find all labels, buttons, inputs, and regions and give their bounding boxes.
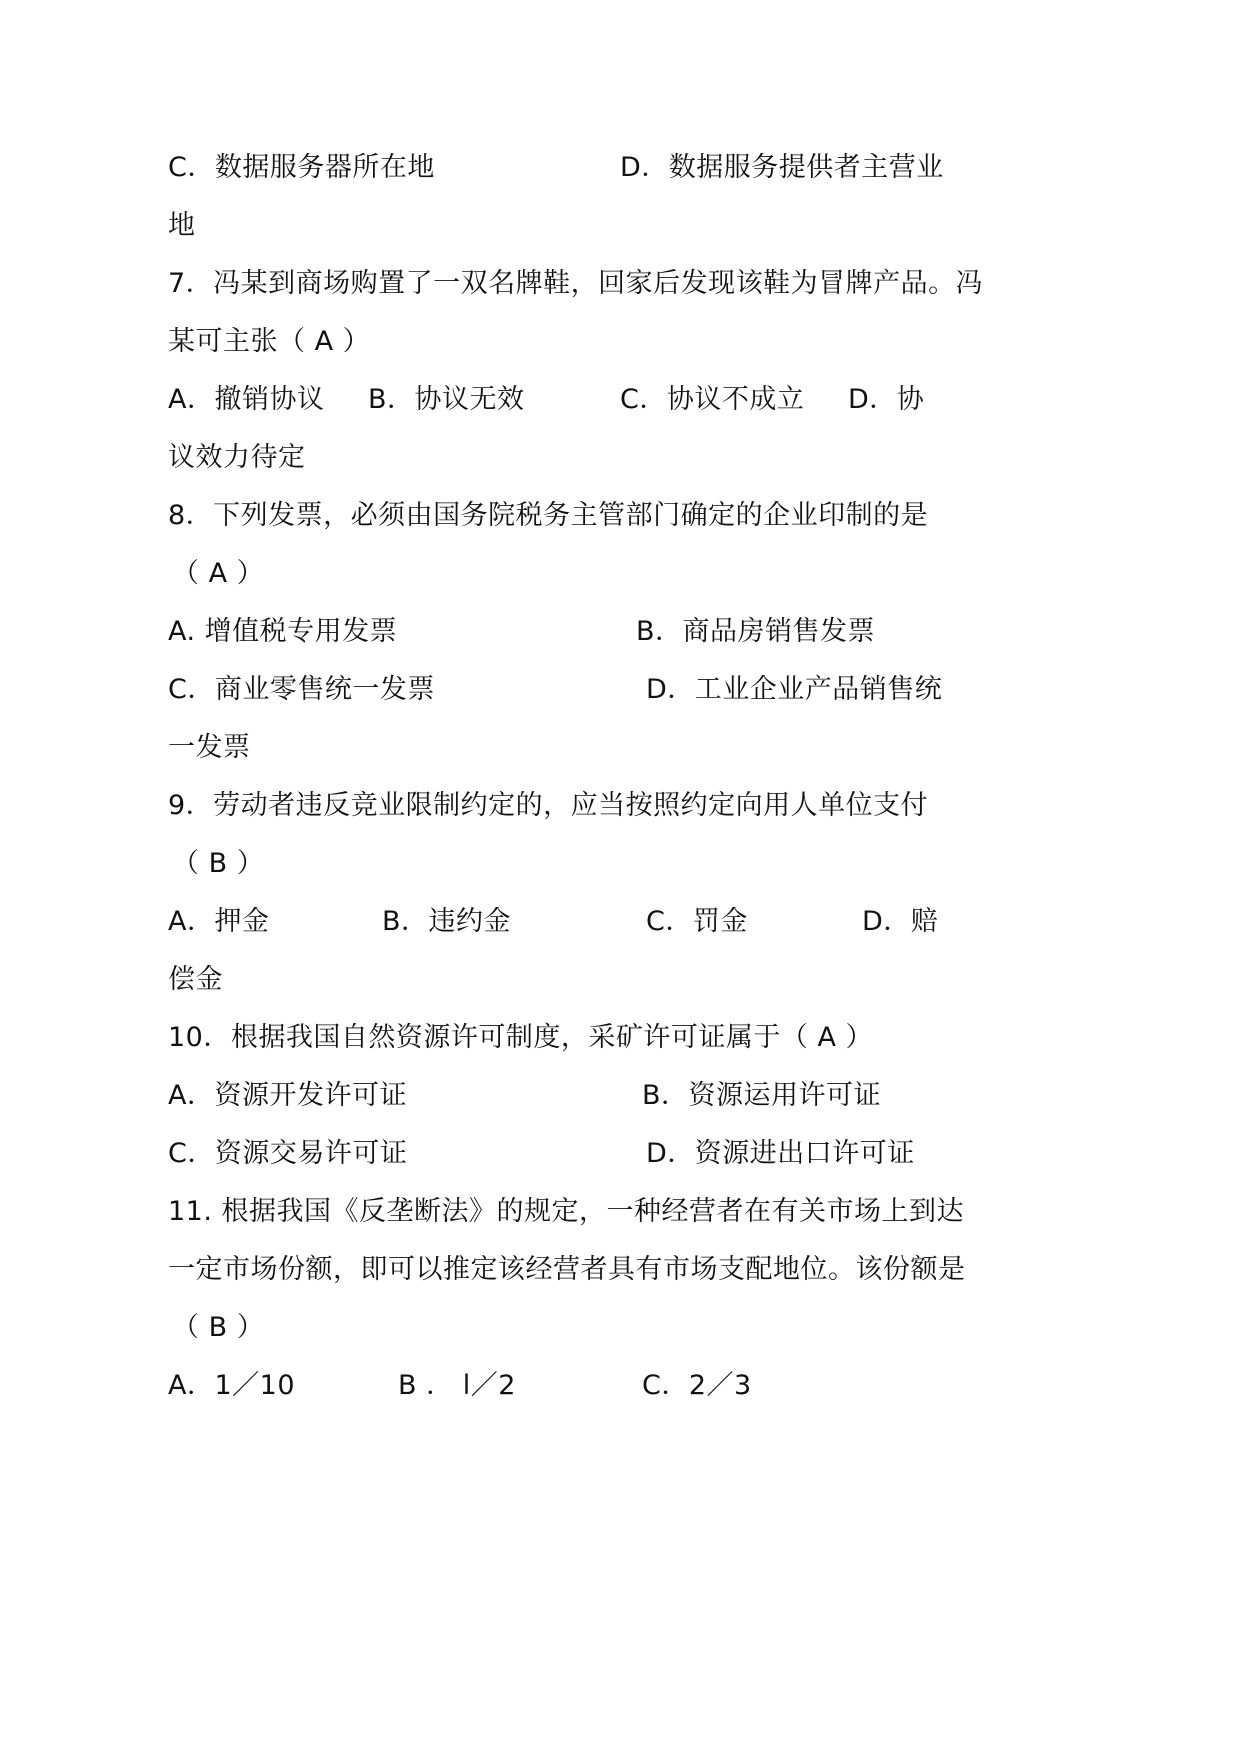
q9-option-b: B．违约金: [382, 906, 512, 937]
q7-question: 7．冯某到商场购置了一双名牌鞋，回家后发现该鞋为冒牌产品。冯: [168, 268, 984, 299]
q8-option-c: C．商业零售统一发票: [168, 674, 435, 705]
q9-question: 9．劳动者违反竞业限制约定的，应当按照约定向用人单位支付: [168, 790, 929, 821]
q11-option-c: C．2／3: [642, 1370, 752, 1401]
q8-option-d: D．工业企业产品销售统: [646, 674, 943, 705]
q10-question: 10．根据我国自然资源许可制度，采矿许可证属于（ A ）: [168, 1022, 873, 1053]
q8-question: 8．下列发票，必须由国务院税务主管部门确定的企业印制的是: [168, 500, 929, 531]
q8-option-d-continued: 一发票: [168, 732, 251, 763]
q6-option-c: C．数据服务器所在地: [168, 152, 435, 183]
q9-option-d-continued: 偿金: [168, 964, 223, 995]
q7-option-c: C．协议不成立: [620, 384, 805, 415]
q10-option-d: D．资源进出口许可证: [646, 1138, 915, 1169]
q9-option-d: D．赔: [862, 906, 939, 937]
q11-question-continued: 一定市场份额，即可以推定该经营者具有市场支配地位。该份额是: [168, 1254, 966, 1285]
q10-option-b: B．资源运用许可证: [642, 1080, 882, 1111]
q7-option-b: B．协议无效: [368, 384, 525, 415]
q8-option-a: A. 增值税专用发票: [168, 616, 398, 647]
q7-question-continued: 某可主张（ A ）: [168, 326, 371, 357]
q7-option-a: A．撤销协议: [168, 384, 325, 415]
q11-answer: （ B ）: [172, 1312, 265, 1343]
q9-answer: （ B ）: [172, 848, 265, 879]
q9-option-c: C．罚金: [646, 906, 748, 937]
q11-question: 11. 根据我国《反垄断法》的规定，一种经营者在有关市场上到达: [168, 1196, 965, 1227]
q10-option-a: A．资源开发许可证: [168, 1080, 407, 1111]
q9-option-a: A．押金: [168, 906, 270, 937]
q6-option-d: D．数据服务提供者主营业: [620, 152, 944, 183]
q6-option-d-continued: 地: [168, 210, 196, 241]
q8-option-b: B．商品房销售发票: [636, 616, 876, 647]
q7-option-d: D．协: [848, 384, 925, 415]
q10-option-c: C．资源交易许可证: [168, 1138, 408, 1169]
q8-answer: （ A ）: [172, 558, 265, 589]
q11-option-a: A．1／10: [168, 1370, 296, 1401]
q11-option-b: B ． l／2: [398, 1370, 516, 1401]
q7-option-d-continued: 议效力待定: [168, 442, 306, 473]
